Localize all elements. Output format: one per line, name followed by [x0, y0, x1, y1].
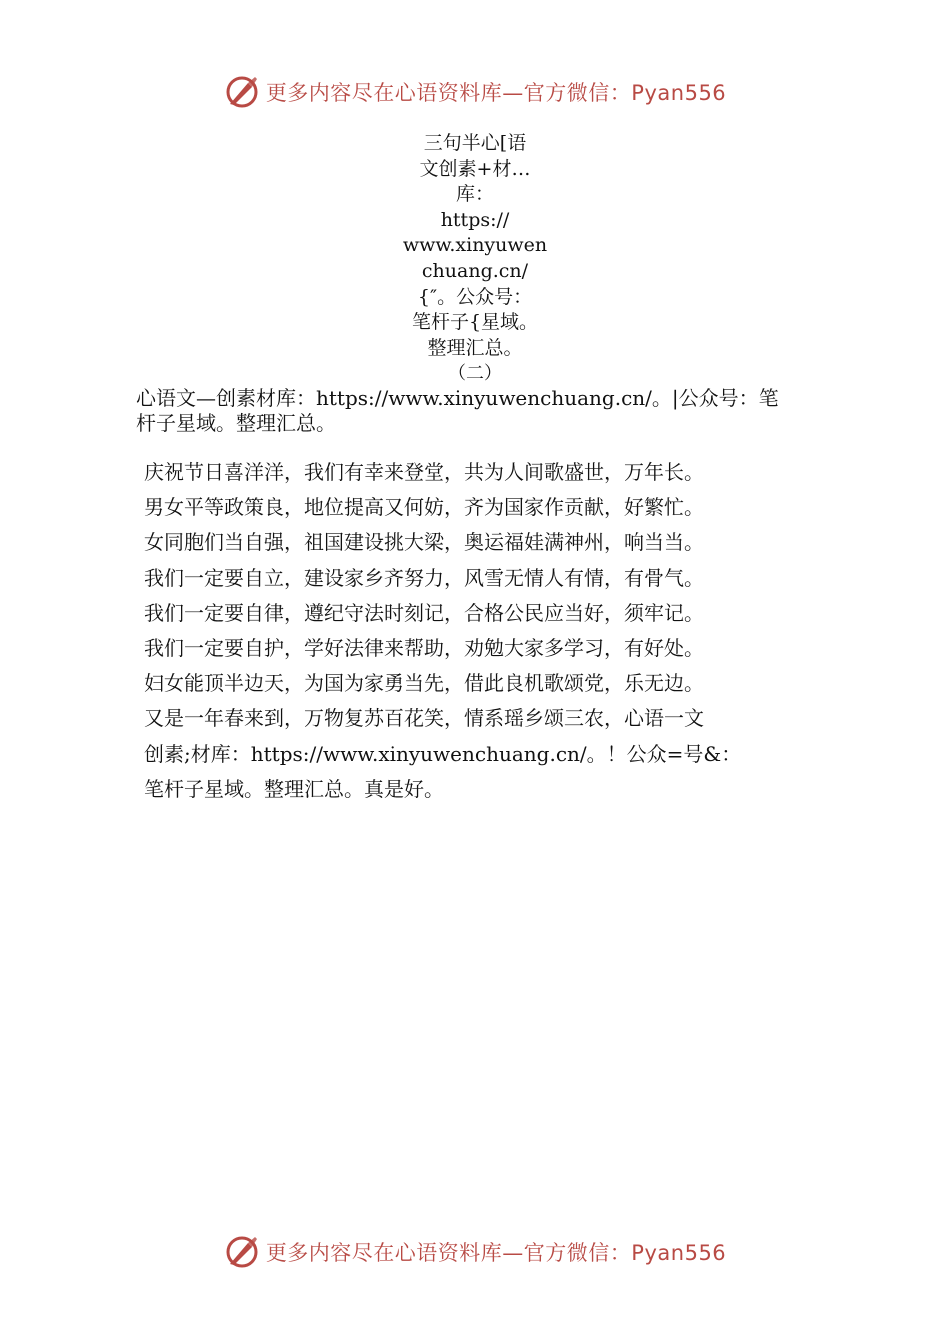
title-line: https:// — [440, 208, 510, 231]
footer-banner-text: 更多内容尽在心语资料库—官方微信：Pyan556 — [265, 1241, 727, 1265]
poem-line: 笔杆子星域。整理汇总。真是好。 — [144, 776, 444, 801]
poem-line: 我们一定要自律，遵纪守法时刻记，合格公民应当好，须牢记。 — [144, 600, 704, 625]
header-banner-text: 更多内容尽在心语资料库—官方微信：Pyan556 — [265, 81, 727, 105]
intro-line: 杆子星域。整理汇总。 — [136, 411, 336, 435]
header-banner — [0, 70, 950, 114]
title-line: 库： — [455, 183, 494, 206]
poem-line: 庆祝节日喜洋洋，我们有幸来登堂，共为人间歌盛世，万年长。 — [144, 460, 704, 484]
quill-logo-icon — [224, 74, 260, 110]
title-line: 三句半心[语 — [423, 132, 527, 154]
poem-line: 又是一年春来到，万物复苏百花笑，情系瑶乡颂三农，心语一文 — [144, 706, 704, 731]
intro-paragraph — [136, 386, 826, 436]
poem-line: 我们一定要自护，学好法律来帮助，劝勉大家多学习，有好处。 — [144, 636, 704, 661]
title-line: 笔杆子{星域。 — [411, 311, 539, 334]
poem-body — [144, 455, 844, 807]
poem-line: 女同胞们当自强，祖国建设挑大梁，奥运福娃满神州，响当当。 — [144, 530, 704, 555]
title-line: 文创素+材… — [419, 157, 531, 180]
title-line: chuang.cn/ — [421, 259, 529, 282]
document-title — [0, 131, 950, 387]
section-number: （二） — [448, 363, 502, 385]
title-line: www.xinyuwen — [402, 234, 548, 257]
title-line: {″。公众号： — [417, 285, 533, 308]
intro-line: 心语文—创素材库：https://www.xinyuwenchuang.cn/。|公众号：笔 — [136, 386, 779, 410]
footer-banner — [0, 1230, 950, 1274]
poem-line: 妇女能顶半边天，为国为家勇当先，借此良机歌颂党，乐无边。 — [144, 671, 704, 696]
title-line: 整理汇总。 — [427, 336, 523, 359]
quill-logo-icon — [224, 1234, 260, 1270]
poem-line: 创素;材库：https://www.xinyuwenchuang.cn/。！公众=号&： — [144, 741, 742, 766]
poem-line: 我们一定要自立，建设家乡齐努力，风雪无情人有情，有骨气。 — [144, 565, 704, 590]
poem-line: 男女平等政策良，地位提高又何妨，齐为国家作贡献，好繁忙。 — [144, 495, 704, 520]
